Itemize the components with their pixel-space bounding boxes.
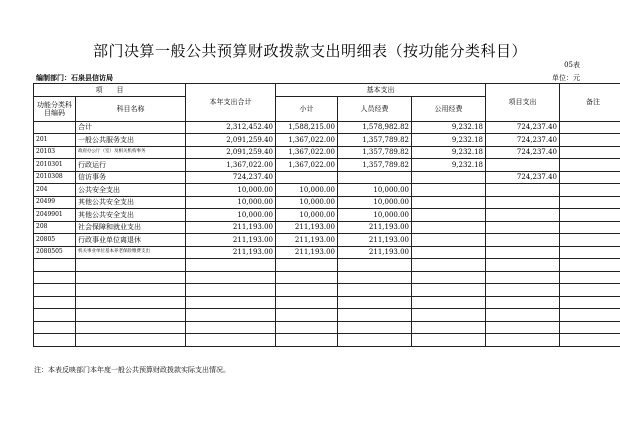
cell-total: 10,000.00 xyxy=(186,196,276,209)
header-personnel: 人员经费 xyxy=(338,96,412,121)
cell-remark xyxy=(560,334,620,347)
cell-remark xyxy=(560,271,620,284)
cell-project: 724,237.40 xyxy=(486,134,560,147)
table-row xyxy=(34,259,620,272)
department-label: 编制部门：石泉县信访局 xyxy=(36,73,113,82)
cell-total: 2,091,259.40 xyxy=(186,146,276,159)
cell-personnel xyxy=(338,321,412,334)
cell-subtotal: 1,367,022.00 xyxy=(276,134,338,147)
cell-public xyxy=(412,259,486,272)
cell-name: 社会保障和就业支出 xyxy=(76,221,186,234)
cell-name xyxy=(76,321,186,334)
cell-public xyxy=(412,321,486,334)
cell-total xyxy=(186,309,276,322)
cell-name: 政府办公厅（室）及相关机构事务 xyxy=(76,146,186,159)
header-code: 功能分类科目编码 xyxy=(34,96,76,121)
cell-public xyxy=(412,234,486,247)
cell-remark xyxy=(560,146,620,159)
cell-remark xyxy=(560,284,620,297)
cell-name: 机关事业单位基本养老保险缴费支出 xyxy=(76,246,186,259)
cell-personnel: 1,357,789.82 xyxy=(338,146,412,159)
header-public: 公用经费 xyxy=(412,96,486,121)
cell-code xyxy=(34,309,76,322)
expenditure-table xyxy=(33,83,620,347)
footnote: 注：本表反映部门本年度一般公共预算财政拨款实际支出情况。 xyxy=(34,366,230,374)
cell-personnel: 1,578,982.82 xyxy=(338,121,412,134)
cell-public xyxy=(412,334,486,347)
cell-subtotal: 10,000.00 xyxy=(276,209,338,222)
cell-project xyxy=(486,309,560,322)
cell-remark xyxy=(560,221,620,234)
table-row xyxy=(34,221,620,234)
cell-public xyxy=(412,296,486,309)
cell-project: 724,237.40 xyxy=(486,171,560,184)
table-row xyxy=(34,334,620,347)
cell-total: 2,091,259.40 xyxy=(186,134,276,147)
cell-personnel: 10,000.00 xyxy=(338,209,412,222)
cell-project xyxy=(486,334,560,347)
table-row xyxy=(34,321,620,334)
cell-name: 信访事务 xyxy=(76,171,186,184)
cell-public xyxy=(412,221,486,234)
table-row xyxy=(34,121,620,134)
cell-code xyxy=(34,321,76,334)
table-row xyxy=(34,309,620,322)
cell-total xyxy=(186,296,276,309)
cell-project: 724,237.40 xyxy=(486,121,560,134)
cell-name: 行政运行 xyxy=(76,159,186,172)
cell-subtotal xyxy=(276,296,338,309)
cell-personnel: 211,193.00 xyxy=(338,234,412,247)
cell-remark xyxy=(560,171,620,184)
cell-remark xyxy=(560,321,620,334)
cell-code: 20103 xyxy=(34,146,76,159)
cell-total: 211,193.00 xyxy=(186,246,276,259)
cell-subtotal: 211,193.00 xyxy=(276,221,338,234)
cell-code: 2049901 xyxy=(34,209,76,222)
cell-public xyxy=(412,271,486,284)
cell-remark xyxy=(560,259,620,272)
cell-code: 2010308 xyxy=(34,171,76,184)
cell-subtotal: 10,000.00 xyxy=(276,184,338,197)
cell-code: 204 xyxy=(34,184,76,197)
cell-subtotal xyxy=(276,284,338,297)
cell-public: 9,232.18 xyxy=(412,159,486,172)
table-row xyxy=(34,284,620,297)
cell-personnel: 1,357,789.82 xyxy=(338,134,412,147)
form-number: 05表 xyxy=(564,61,580,69)
cell-name xyxy=(76,259,186,272)
cell-total: 724,237.40 xyxy=(186,171,276,184)
cell-subtotal: 10,000.00 xyxy=(276,196,338,209)
cell-personnel: 10,000.00 xyxy=(338,196,412,209)
cell-total xyxy=(186,271,276,284)
cell-subtotal: 1,588,215.00 xyxy=(276,121,338,134)
cell-name: 一般公共服务支出 xyxy=(76,134,186,147)
cell-code xyxy=(34,121,76,134)
cell-total: 211,193.00 xyxy=(186,234,276,247)
cell-remark xyxy=(560,196,620,209)
cell-personnel xyxy=(338,171,412,184)
cell-name xyxy=(76,284,186,297)
cell-code xyxy=(34,284,76,297)
header-subtotal: 小计 xyxy=(276,96,338,121)
cell-public xyxy=(412,309,486,322)
cell-remark xyxy=(560,296,620,309)
header-remark: 备注 xyxy=(560,84,620,122)
cell-total: 211,193.00 xyxy=(186,221,276,234)
cell-remark xyxy=(560,246,620,259)
table-row xyxy=(34,159,620,172)
cell-name xyxy=(76,309,186,322)
header-project-expenditure: 项目支出 xyxy=(486,84,560,122)
table-row xyxy=(34,184,620,197)
cell-code: 201 xyxy=(34,134,76,147)
cell-project xyxy=(486,221,560,234)
cell-code: 208 xyxy=(34,221,76,234)
cell-code xyxy=(34,259,76,272)
cell-public: 9,232.18 xyxy=(412,134,486,147)
cell-public xyxy=(412,209,486,222)
cell-code: 2080505 xyxy=(34,246,76,259)
cell-subtotal xyxy=(276,309,338,322)
cell-subtotal: 1,367,022.00 xyxy=(276,146,338,159)
table-row xyxy=(34,246,620,259)
cell-personnel xyxy=(338,284,412,297)
cell-code xyxy=(34,334,76,347)
table-row xyxy=(34,196,620,209)
cell-project: 724,237.40 xyxy=(486,146,560,159)
cell-personnel: 211,193.00 xyxy=(338,246,412,259)
cell-project xyxy=(486,234,560,247)
cell-name xyxy=(76,296,186,309)
cell-public: 9,232.18 xyxy=(412,146,486,159)
cell-name: 其他公共安全支出 xyxy=(76,196,186,209)
cell-remark xyxy=(560,234,620,247)
cell-code: 20805 xyxy=(34,234,76,247)
cell-remark xyxy=(560,159,620,172)
header-name: 科目名称 xyxy=(76,96,186,121)
cell-subtotal: 211,193.00 xyxy=(276,246,338,259)
cell-project xyxy=(486,321,560,334)
cell-subtotal xyxy=(276,171,338,184)
cell-personnel xyxy=(338,309,412,322)
table-row xyxy=(34,134,620,147)
cell-total xyxy=(186,259,276,272)
table-row xyxy=(34,146,620,159)
cell-total: 10,000.00 xyxy=(186,184,276,197)
cell-total xyxy=(186,321,276,334)
table-row xyxy=(34,171,620,184)
cell-subtotal xyxy=(276,334,338,347)
cell-personnel: 1,357,789.82 xyxy=(338,159,412,172)
cell-project xyxy=(486,184,560,197)
cell-project xyxy=(486,159,560,172)
header-total: 本年支出合计 xyxy=(186,84,276,122)
cell-code: 2010301 xyxy=(34,159,76,172)
cell-project xyxy=(486,209,560,222)
cell-subtotal xyxy=(276,271,338,284)
cell-personnel xyxy=(338,334,412,347)
cell-total: 10,000.00 xyxy=(186,209,276,222)
cell-remark xyxy=(560,134,620,147)
cell-public xyxy=(412,171,486,184)
cell-public: 9,232.18 xyxy=(412,121,486,134)
cell-personnel xyxy=(338,259,412,272)
cell-remark xyxy=(560,209,620,222)
header-basic: 基本支出 xyxy=(276,84,486,97)
cell-code xyxy=(34,271,76,284)
cell-personnel: 211,193.00 xyxy=(338,221,412,234)
cell-project xyxy=(486,246,560,259)
cell-total: 2,312,452.40 xyxy=(186,121,276,134)
cell-total xyxy=(186,334,276,347)
header-project: 项 目 xyxy=(34,84,186,97)
unit-label: 单位：元 xyxy=(552,74,580,82)
cell-name: 行政事业单位离退休 xyxy=(76,234,186,247)
cell-total: 1,367,022.00 xyxy=(186,159,276,172)
cell-project xyxy=(486,296,560,309)
cell-personnel: 10,000.00 xyxy=(338,184,412,197)
cell-name: 其他公共安全支出 xyxy=(76,209,186,222)
cell-personnel xyxy=(338,271,412,284)
cell-remark xyxy=(560,184,620,197)
cell-project xyxy=(486,284,560,297)
cell-public xyxy=(412,196,486,209)
cell-name xyxy=(76,334,186,347)
table-row xyxy=(34,209,620,222)
cell-remark xyxy=(560,121,620,134)
cell-code xyxy=(34,296,76,309)
table-row xyxy=(34,234,620,247)
cell-project xyxy=(486,271,560,284)
cell-name xyxy=(76,271,186,284)
cell-remark xyxy=(560,309,620,322)
cell-public xyxy=(412,184,486,197)
cell-subtotal: 211,193.00 xyxy=(276,234,338,247)
cell-total xyxy=(186,284,276,297)
cell-public xyxy=(412,246,486,259)
cell-subtotal: 1,367,022.00 xyxy=(276,159,338,172)
cell-subtotal xyxy=(276,321,338,334)
cell-name: 合计 xyxy=(76,121,186,134)
page-title: 部门决算一般公共预算财政拨款支出明细表（按功能分类科目） xyxy=(92,42,527,60)
cell-project xyxy=(486,259,560,272)
table-row xyxy=(34,296,620,309)
cell-project xyxy=(486,196,560,209)
cell-personnel xyxy=(338,296,412,309)
cell-name: 公共安全支出 xyxy=(76,184,186,197)
cell-subtotal xyxy=(276,259,338,272)
table-row xyxy=(34,271,620,284)
cell-code: 20499 xyxy=(34,196,76,209)
cell-public xyxy=(412,284,486,297)
